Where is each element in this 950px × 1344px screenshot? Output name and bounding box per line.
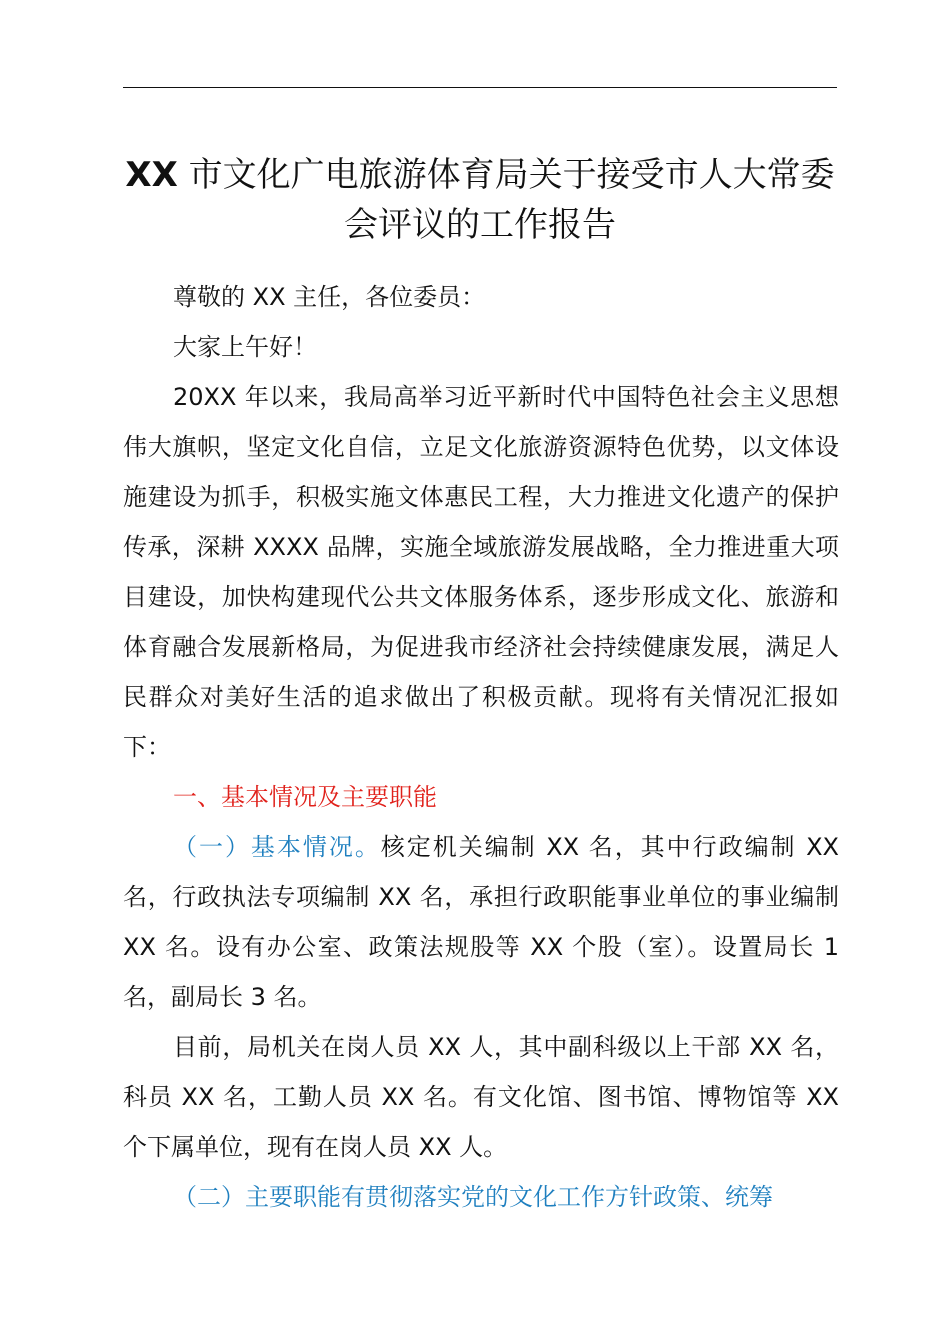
greeting: 尊敬的 XX 主任，各位委员： xyxy=(173,283,486,311)
document-title xyxy=(110,150,850,250)
title-text: 市文化广电旅游体育局关于接受市人大常委会评议的工作报告 xyxy=(177,155,835,245)
title-code: XX xyxy=(125,155,178,195)
subsection-1-heading: （一）基本情况。 xyxy=(173,833,381,861)
section-heading-1: 一、基本情况及主要职能 xyxy=(173,783,437,811)
subsection-2-heading: （二）主要职能有贯彻落实党的文化工作方针政策、统筹 xyxy=(173,1183,773,1211)
subsection-1-paragraph xyxy=(123,822,839,1022)
intro-paragraph: 20XX 年以来，我局高举习近平新时代中国特色社会主义思想伟大旗帜，坚定文化自信，立足文化旅游资源特色优势，以文体设施建设为抓手，积极实施文体惠民工程，大力推进文化遗产的保护传承，深耕 XXXX 品牌，实施全域旅游发展战略，全力推进重大项目建设，加快构建现代公共文体服务体系，逐步形成文化、旅游和体育融合发展新格局，为促进我市经济社会持续健康发展，满足人民群众对美好生活的追求做出了积极贡献。现将有关情况汇报如下： xyxy=(123,383,839,761)
staff-paragraph: 目前，局机关在岗人员 XX 人，其中副科级以上干部 XX 名，科员 XX 名，工勤人员 XX 名。有文化馆、图书馆、博物馆等 XX 个下属单位，现有在岗人员 XX 人。 xyxy=(123,1033,839,1161)
header-rule xyxy=(123,87,837,88)
hello-line: 大家上午好！ xyxy=(173,333,317,361)
document-body xyxy=(123,272,839,1222)
subsection-1-text: 核定机关编制 XX 名，其中行政编制 XX 名，行政执法专项编制 XX 名，承担行政职能事业单位的事业编制 XX 名。设有办公室、政策法规股等 XX 个股（室）。设置局长 1 名，副局长 3 名。 xyxy=(123,833,840,1011)
